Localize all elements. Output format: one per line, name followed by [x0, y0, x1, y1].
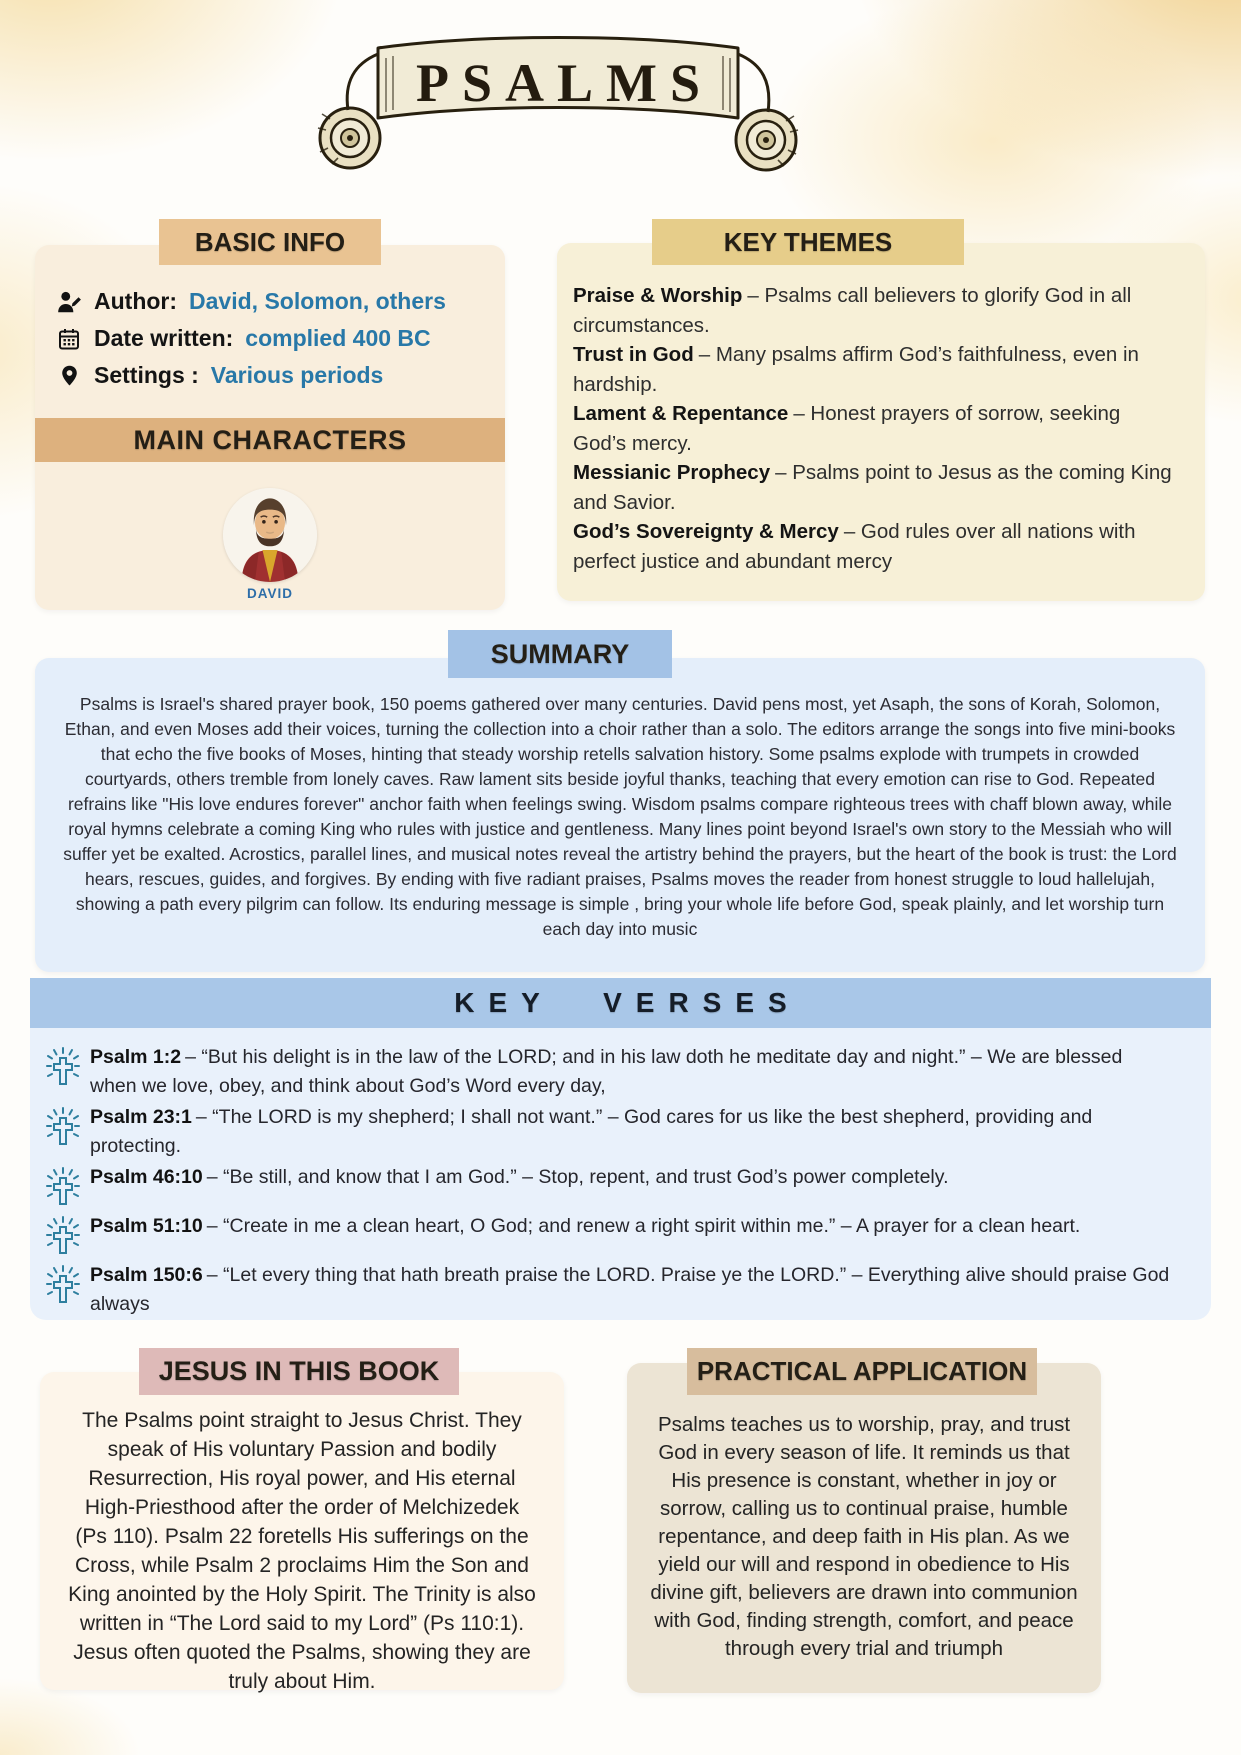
verse-item: [44, 1103, 1171, 1161]
radiant-cross-icon: [44, 1043, 82, 1090]
basic-info-rows: [56, 288, 446, 389]
radiant-cross-icon: [44, 1103, 82, 1150]
theme-item: [573, 340, 1179, 399]
theme-text: – Many psalms affirm God’s faithfulness, even in hardship.: [573, 343, 1139, 396]
verse-ref: Psalm 23:1: [90, 1106, 192, 1128]
theme-title: God’s Sovereignty & Mercy: [573, 520, 839, 543]
verse-text: – “Be still, and know that I am God.” – Stop, repent, and trust God’s power completely.: [206, 1166, 949, 1188]
verse-item: [44, 1043, 1171, 1101]
practical-application-text: Psalms teaches us to worship, pray, and trust God in every season of life. It reminds us that His presence is constant, whether in joy or sorrow, calling us to continual praise, humble repentance, and deep faith in His plan. As we yield our will and respond in obedience to His divine gift, believers are drawn into communion with God, finding strength, comfort, and peace through every trial and triumph: [650, 1413, 1078, 1660]
key-verses-list: [30, 1028, 1211, 1319]
david-name-label: DAVID: [246, 586, 293, 601]
calendar-icon: [56, 326, 82, 352]
verse-text: – “But his delight is in the law of the LORD; and in his law doth he meditate day and night.” – We are blessed when we love, obey, and think about God’s Word every day,: [90, 1046, 1123, 1097]
theme-title: Lament & Repentance: [573, 402, 789, 425]
verse-ref: Psalm 150:6: [90, 1264, 203, 1286]
summary-header: SUMMARY: [448, 630, 672, 678]
summary-text: Psalms is Israel's shared prayer book, 150 poems gathered over many centuries. David pens most, yet Asaph, the sons of Korah, Solomon, Ethan, and even Moses add their voices, turning the collection into a choir rather than a solo. The editors arrange the songs into five mini-books that echo the five books of Moses, hinting that steady worship retells salvation history. Some psalms explode with trumpets in crowded courtyards, others tremble from lonely caves. Raw lament sits beside joyful thanks, teaching that every emotion can rise to God. Repeated refrains like "His love endures forever" anchor faith when feelings swing. Wisdom psalms compare righteous trees with chaff blown away, while royal hymns celebrate a coming King who rules with justice and gentleness. Many lines point beyond Israel's own story to the Messiah who will suffer yet be exalted. Acrostics, parallel lines, and musical notes reveal the artistry behind the prayers, but the heart of the book is trust: the Lord hears, rescues, guides, and forgives. By ending with five radiant praises, Psalms moves the reader from honest struggle to loud hallelujah, showing a path every pilgrim can follow. Its enduring message is simple , bring your whole life before God, speak plainly, and let worship turn each day into music: [63, 694, 1177, 939]
key-themes-header: KEY THEMES: [652, 219, 964, 265]
author-icon: [56, 289, 82, 315]
theme-text: – Psalms call believers to glorify God in all circumstances.: [573, 284, 1132, 337]
key-verses-section: [30, 1028, 1211, 1320]
key-verses-header: KEY VERSES: [30, 978, 1211, 1028]
basic-info-header: BASIC INFO: [159, 219, 381, 265]
location-pin-icon: [56, 363, 82, 389]
practical-application-card: [627, 1363, 1101, 1693]
verse-text: – “The LORD is my shepherd; I shall not want.” – God cares for us like the best shepherd, providing and protecting.: [90, 1106, 1093, 1157]
theme-text: – Psalms point to Jesus as the coming King and Savior.: [573, 461, 1172, 514]
main-characters-header: MAIN CHARACTERS: [35, 418, 505, 462]
theme-item: [573, 399, 1179, 458]
practical-application-header: PRACTICAL APPLICATION: [687, 1348, 1037, 1395]
jesus-in-this-book-header: JESUS IN THIS BOOK: [139, 1348, 459, 1395]
page-title: PSALMS: [415, 53, 714, 113]
date-written-value: complied 400 BC: [245, 325, 431, 351]
theme-title: Messianic Prophecy: [573, 461, 771, 484]
author-label: Author:: [94, 288, 178, 314]
theme-title: Trust in God: [573, 343, 694, 366]
settings-value: Various periods: [210, 362, 384, 388]
radiant-cross-icon: [44, 1212, 82, 1259]
key-themes-list: [573, 281, 1179, 576]
theme-item: [573, 281, 1179, 340]
radiant-cross-icon: [44, 1261, 82, 1308]
verse-ref: Psalm 46:10: [90, 1166, 203, 1188]
theme-item: [573, 458, 1179, 517]
theme-text: – God rules over all nations with perfect justice and abundant mercy: [573, 520, 1136, 573]
verse-ref: Psalm 1:2: [90, 1046, 182, 1068]
date-written-row: [56, 325, 446, 352]
verse-ref: Psalm 51:10: [90, 1215, 203, 1237]
author-row: [56, 288, 446, 315]
verse-text: – “Let every thing that hath breath praise the LORD. Praise ye the LORD.” – Everything alive should praise God always: [90, 1264, 1170, 1315]
david-avatar: [223, 488, 317, 582]
theme-title: Praise & Worship: [573, 284, 743, 307]
jesus-in-this-book-card: [40, 1372, 564, 1693]
author-value: David, Solomon, others: [189, 288, 446, 314]
verse-item: [44, 1212, 1171, 1259]
david-portrait-illustration: [223, 488, 317, 582]
radiant-cross-icon: [44, 1163, 82, 1210]
verse-text: – “Create in me a clean heart, O God; and renew a right spirit within me.” – A prayer for a clean heart.: [206, 1215, 1081, 1237]
theme-item: [573, 517, 1179, 576]
theme-text: – Honest prayers of sorrow, seeking God’s mercy.: [573, 402, 1121, 455]
settings-row: [56, 362, 446, 389]
jesus-in-this-book-text: The Psalms point straight to Jesus Christ. They speak of His voluntary Passion and bodily Resurrection, His royal power, and His eternal High-Priesthood after the order of Melchizedek (Ps 110). Psalm 22 foretells His sufferings on the Cross, while Psalm 2 proclaims Him the Son and King anointed by the Holy Spirit. The Trinity is also written in “The Lord said to my Lord” (Ps 110:1). Jesus often quoted the Psalms, showing they are truly about Him.: [68, 1409, 536, 1693]
settings-label: Settings :: [94, 362, 199, 388]
verse-item: [44, 1261, 1171, 1319]
date-written-label: Date written:: [94, 325, 234, 351]
verse-item: [44, 1163, 1171, 1210]
summary-card: [35, 658, 1205, 972]
